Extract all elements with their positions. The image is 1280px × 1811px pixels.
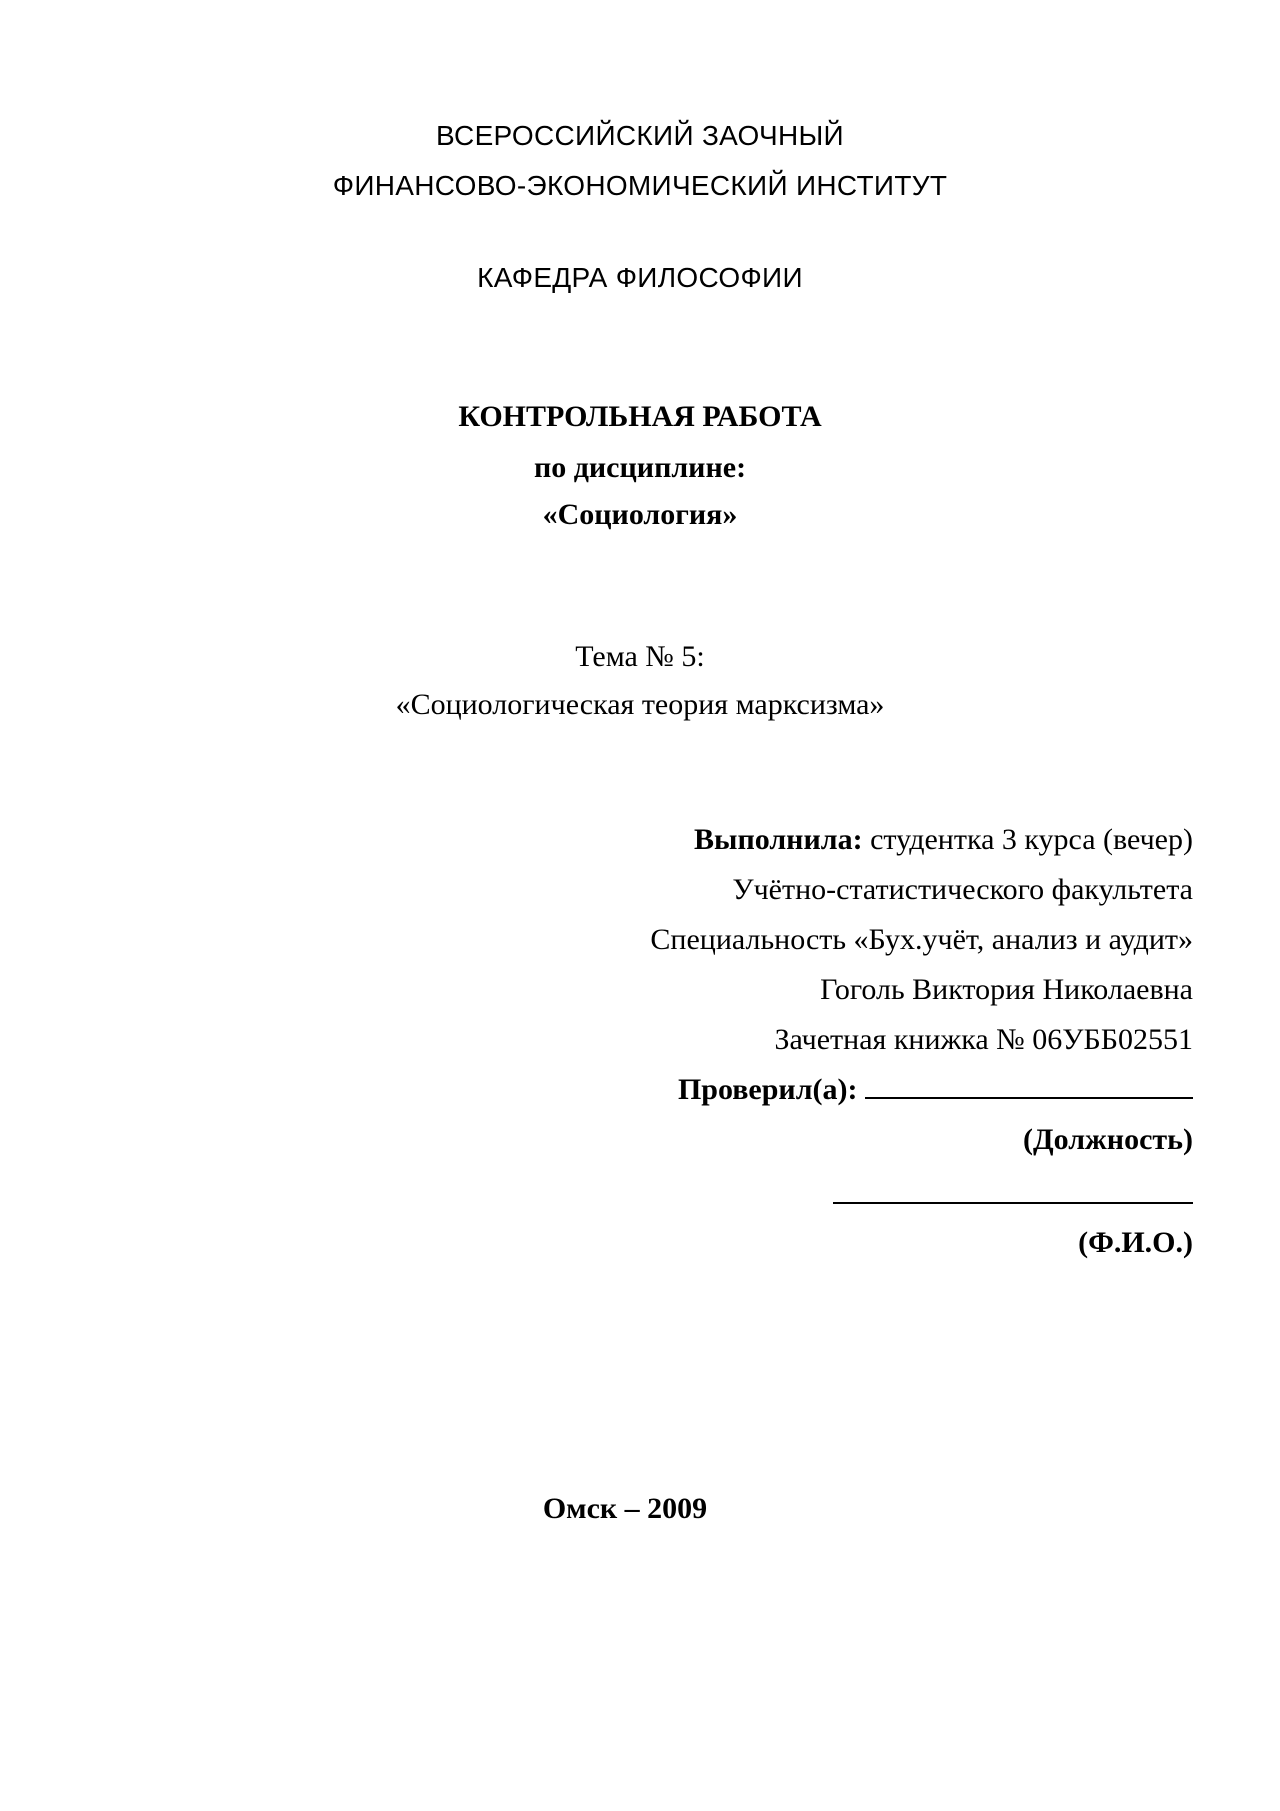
institution-line-2: ФИНАНСОВО-ЭКОНОМИЧЕСКИЙ ИНСТИТУТ — [332, 170, 948, 201]
work-type-title: КОНТРОЛЬНАЯ РАБОТА — [458, 400, 822, 433]
fio-label: (Ф.И.О.) — [1078, 1226, 1193, 1259]
institution-line-1: ВСЕРОССИЙСКИЙ ЗАОЧНЫЙ — [436, 120, 844, 151]
record-book-line: Зачетная книжка № 06УББ02551 — [774, 1023, 1193, 1056]
position-label: (Должность) — [1022, 1123, 1193, 1156]
checked-by-line — [678, 1075, 1193, 1105]
topic-title: «Социологическая теория марксизма» — [395, 688, 885, 721]
discipline-label: по дисциплине: — [533, 451, 747, 484]
topic-number: Тема № 5: — [575, 640, 705, 673]
fio-blank-line — [833, 1180, 1193, 1210]
specialty-line: Специальность «Бух.учёт, анализ и аудит» — [650, 923, 1193, 956]
performed-by-label: Выполнила: — [694, 823, 863, 856]
fio-blank — [833, 1200, 1193, 1204]
performed-by-line — [694, 825, 1193, 855]
faculty-line: Учётно-статистического факультета — [732, 873, 1193, 906]
discipline-name: «Социология» — [542, 498, 738, 531]
checked-by-label: Проверил(а): — [677, 1073, 858, 1106]
performed-by-value: студентка 3 курса (вечер) — [862, 823, 1193, 856]
checked-by-blank — [865, 1095, 1193, 1099]
city-year: Омск – 2009 — [542, 1492, 708, 1525]
student-name: Гоголь Виктория Николаевна — [820, 973, 1193, 1006]
department-name: КАФЕДРА ФИЛОСОФИИ — [477, 262, 803, 293]
